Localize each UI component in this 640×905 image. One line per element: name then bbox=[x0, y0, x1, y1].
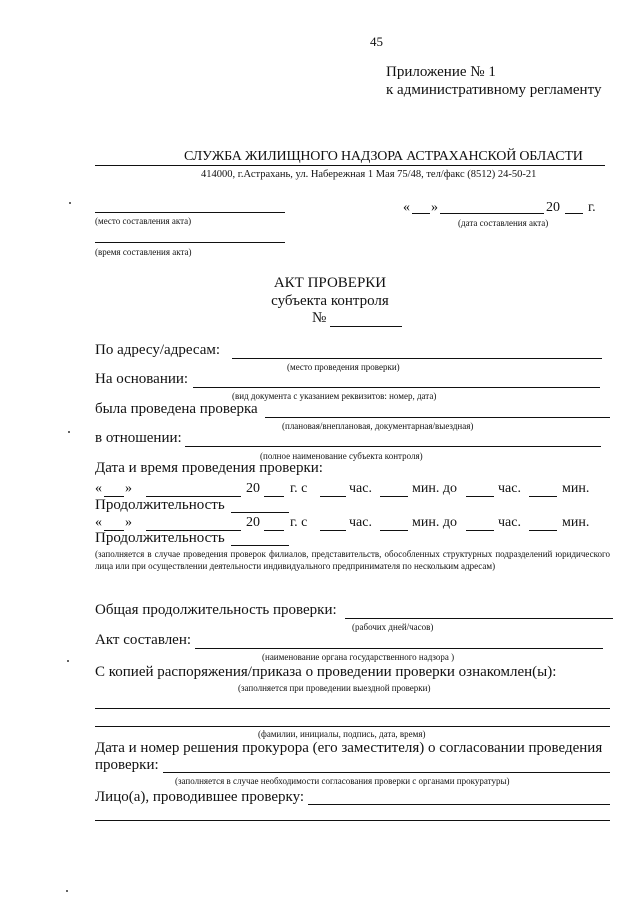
compiled-caption: (наименование органа государственного надзора ) bbox=[262, 652, 455, 662]
prosecutor-label-2: проверки: bbox=[95, 757, 159, 773]
dt1-close-quote: » bbox=[125, 481, 132, 496]
prosecutor-line bbox=[163, 772, 610, 773]
date-caption: (дата составления акта) bbox=[458, 218, 549, 228]
act-title: АКТ ПРОВЕРКИ bbox=[273, 275, 387, 291]
duration-line-2 bbox=[231, 545, 289, 546]
copy-line-2 bbox=[95, 726, 610, 727]
dt2-close-quote: » bbox=[125, 515, 132, 530]
dt1-year-line bbox=[264, 496, 284, 497]
duration-label-1: Продолжительность bbox=[95, 497, 225, 513]
dt1-min2-line bbox=[529, 496, 557, 497]
datetime-label: Дата и время проведения проверки: bbox=[95, 460, 323, 476]
subject-caption: (полное наименование субъекта контроля) bbox=[260, 451, 423, 461]
total-duration-line bbox=[345, 618, 613, 619]
scan-dot bbox=[69, 202, 71, 204]
act-number-line bbox=[330, 326, 402, 327]
date-close-quote: » bbox=[431, 200, 438, 215]
subject-label: в отношении: bbox=[95, 430, 182, 446]
org-name: СЛУЖБА ЖИЛИЩНОГО НАДЗОРА АСТРАХАНСКОЙ ОБЛАСТИ bbox=[184, 149, 583, 164]
subject-line bbox=[185, 446, 601, 447]
date-day-line bbox=[412, 213, 430, 214]
copy-caption: (заполняется при проведении выездной проверки) bbox=[238, 683, 431, 693]
dt1-hour2: час. bbox=[498, 481, 521, 496]
date-year-prefix: 20 bbox=[546, 200, 560, 215]
dt2-hour2: час. bbox=[498, 515, 521, 530]
dt1-min-line bbox=[380, 496, 408, 497]
conducted-caption: (плановая/внеплановая, документарная/выездная) bbox=[282, 421, 474, 431]
date-open-quote: « bbox=[403, 200, 410, 215]
dt2-min2-line bbox=[529, 530, 557, 531]
page-number: 45 bbox=[370, 34, 383, 49]
dt2-min: мин. bbox=[562, 515, 590, 530]
place-line bbox=[95, 212, 285, 213]
date-month-line bbox=[440, 213, 544, 214]
place-caption: (место составления акта) bbox=[95, 216, 192, 226]
scan-dot bbox=[66, 890, 68, 892]
org-address: 414000, г.Астрахань, ул. Набережная 1 Мая 75/48, тел/факс (8512) 24-50-21 bbox=[201, 169, 537, 180]
dt1-open-quote: « bbox=[95, 481, 102, 496]
dt2-hour: час. bbox=[349, 515, 372, 530]
date-year-suffix: г. bbox=[588, 200, 596, 215]
basis-label: На основании: bbox=[95, 371, 189, 387]
conducted-line bbox=[265, 417, 610, 418]
inspector-label: Лицо(а), проводившее проверку: bbox=[95, 789, 305, 805]
multi-address-note: (заполняется в случае проведения проверок филиалов, представительств, обособленных структурных подразделений юридического лица или при осуществлении деятельности индивидуального предпринимателя по нескольким адресам) bbox=[95, 549, 610, 571]
dt1-year-prefix: 20 bbox=[246, 481, 260, 496]
dt2-year-prefix: 20 bbox=[246, 515, 260, 530]
dt2-min-to: мин. до bbox=[412, 515, 457, 530]
names-caption: (фамилии, инициалы, подпись, дата, время) bbox=[258, 729, 426, 739]
org-divider bbox=[95, 165, 605, 166]
duration-line-1 bbox=[231, 512, 289, 513]
copy-line-1 bbox=[95, 708, 610, 709]
dt2-min-line bbox=[380, 530, 408, 531]
scan-dot bbox=[67, 660, 69, 662]
dt1-hour2-line bbox=[466, 496, 494, 497]
basis-line bbox=[193, 387, 600, 388]
basis-caption: (вид документа с указанием реквизитов: номер, дата) bbox=[232, 391, 437, 401]
appendix-line-2: к административному регламенту bbox=[386, 82, 602, 98]
time-line bbox=[95, 242, 285, 243]
inspector-line-1 bbox=[308, 804, 610, 805]
dt1-gs: г. с bbox=[290, 481, 308, 496]
dt2-open-quote: « bbox=[95, 515, 102, 530]
prosecutor-label-1: Дата и номер решения прокурора (его заместителя) о согласовании проведения bbox=[95, 740, 603, 756]
dt1-hour: час. bbox=[349, 481, 372, 496]
date-year-line bbox=[565, 213, 583, 214]
dt2-hour-line bbox=[320, 530, 346, 531]
act-subtitle: субъекта контроля bbox=[271, 293, 389, 309]
appendix-line-1: Приложение № 1 bbox=[386, 64, 496, 80]
act-number-sign: № bbox=[312, 310, 327, 326]
dt1-hour-line bbox=[320, 496, 346, 497]
conducted-label: была проведена проверка bbox=[95, 401, 258, 417]
scan-dot bbox=[68, 431, 70, 433]
address-label: По адресу/адресам: bbox=[95, 342, 221, 358]
address-caption: (место проведения проверки) bbox=[287, 362, 400, 372]
copy-label: С копией распоряжения/приказа о проведении проверки ознакомлен(ы): bbox=[95, 664, 557, 680]
total-duration-label: Общая продолжительность проверки: bbox=[95, 602, 337, 618]
dt2-gs: г. с bbox=[290, 515, 308, 530]
total-duration-caption: (рабочих дней/часов) bbox=[352, 622, 434, 632]
dt1-min: мин. bbox=[562, 481, 590, 496]
compiled-label: Акт составлен: bbox=[95, 632, 192, 648]
dt2-year-line bbox=[264, 530, 284, 531]
compiled-line bbox=[195, 648, 603, 649]
inspector-line-2 bbox=[95, 820, 610, 821]
time-caption: (время составления акта) bbox=[95, 247, 192, 257]
prosecutor-caption: (заполняется в случае необходимости согласования проверки с органами прокуратуры) bbox=[175, 776, 510, 786]
address-line bbox=[232, 358, 602, 359]
duration-label-2: Продолжительность bbox=[95, 530, 225, 546]
dt2-hour2-line bbox=[466, 530, 494, 531]
dt1-min-to: мин. до bbox=[412, 481, 457, 496]
